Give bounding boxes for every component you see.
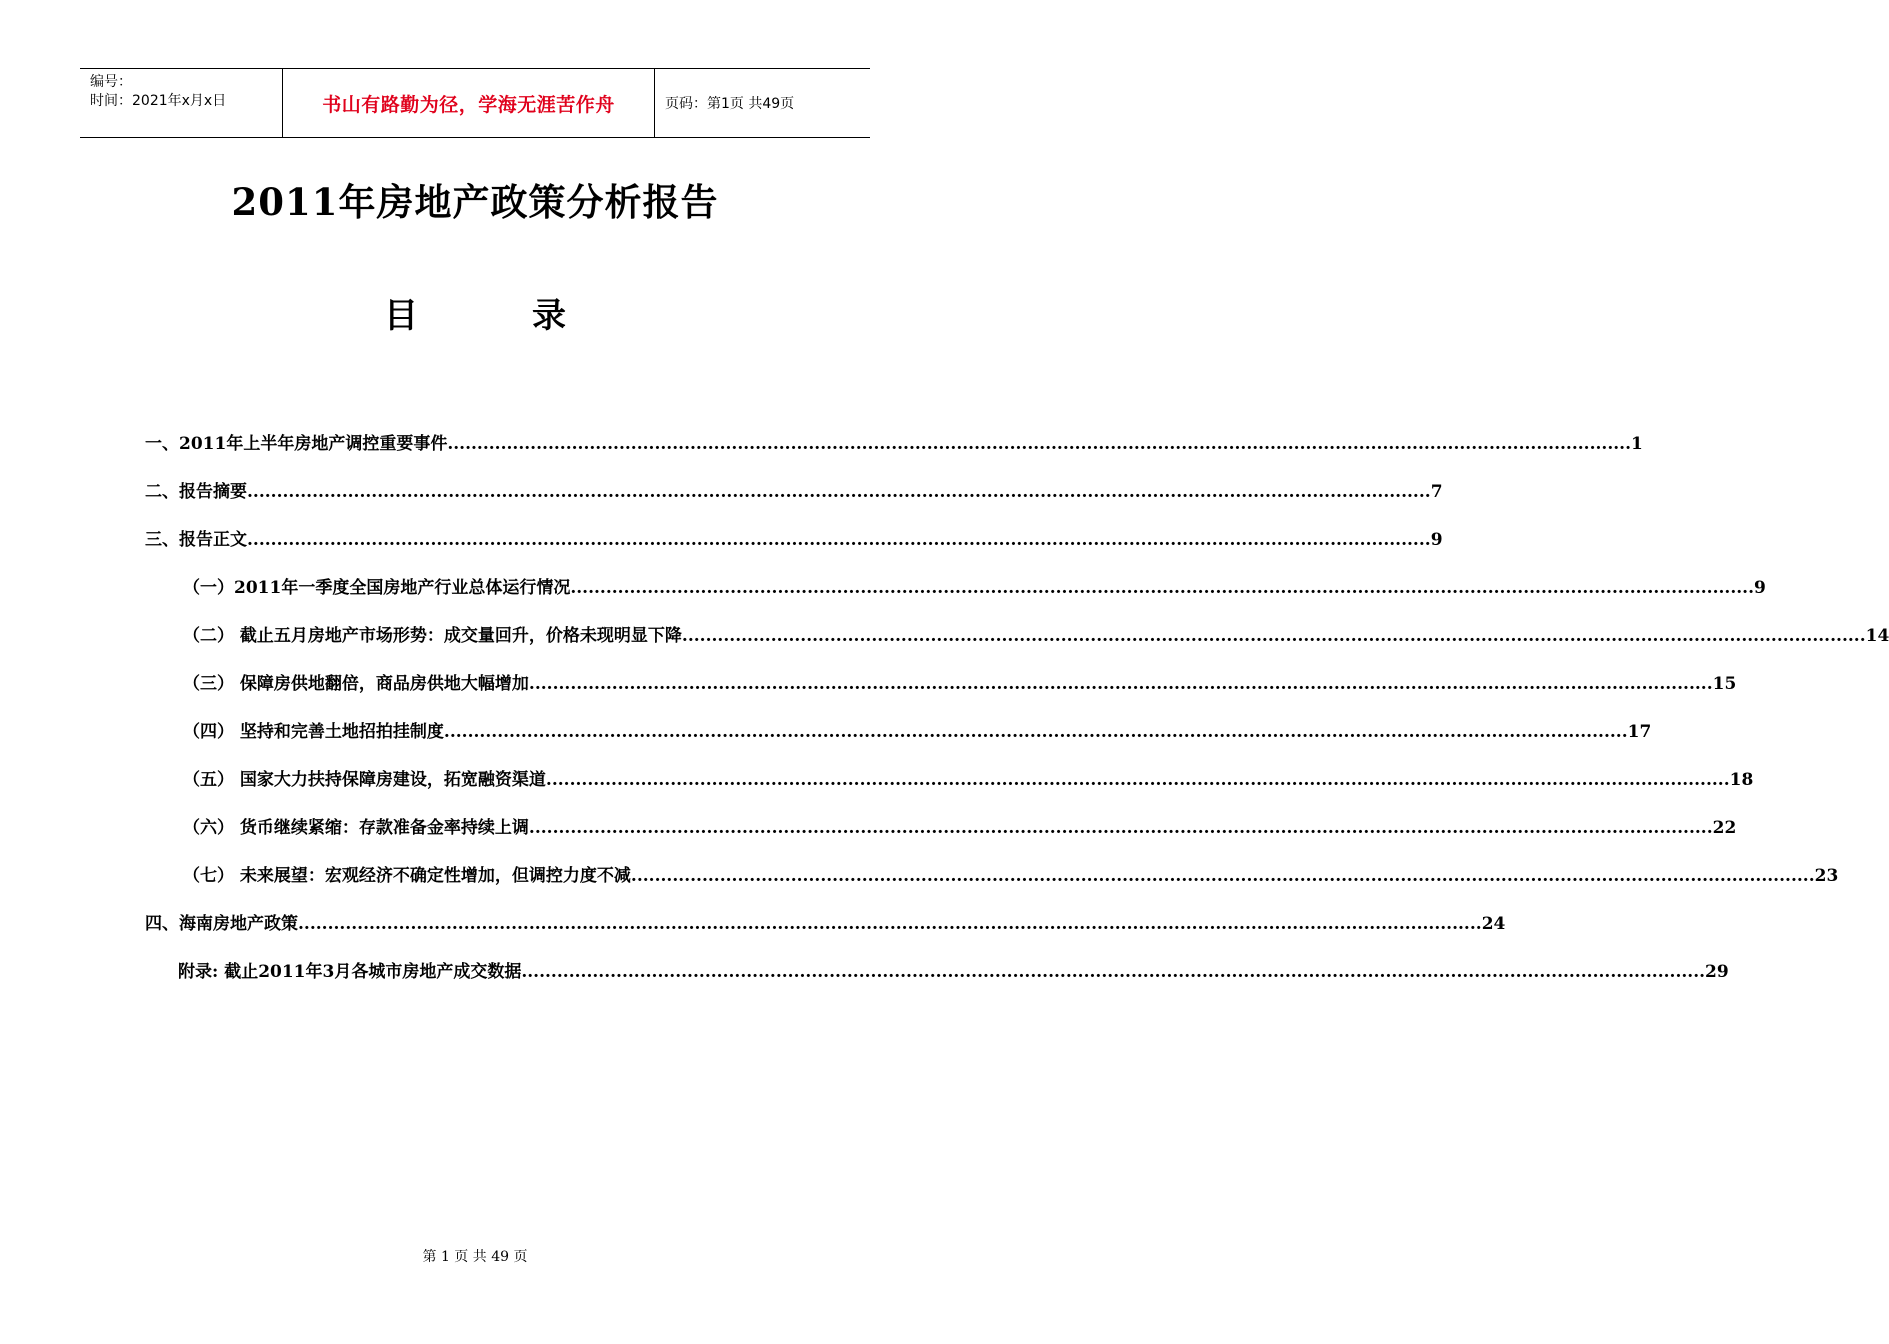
toc-leader-dots: ........................................................................................................................................................................................................ (630, 866, 1815, 886)
toc-entry[interactable] (145, 526, 1443, 554)
toc-entry-label: 四、海南房地产政策 (145, 914, 298, 934)
toc-leader-dots: ........................................................................................................................................................................................................ (570, 578, 1755, 598)
toc-entry[interactable] (183, 718, 1652, 746)
toc-entry-label: 附录: 截止2011年3月各城市房地产成交数据 (178, 962, 522, 982)
toc-entry-page: 9 (1754, 578, 1766, 598)
toc-entry[interactable] (183, 814, 1737, 842)
toc-entry-label: 一、2011年上半年房地产调控重要事件 (145, 434, 448, 454)
toc-entry-label: 二、报告摘要 (145, 482, 247, 502)
toc-entry[interactable] (183, 574, 1766, 602)
toc-entry-label: （七） 未来展望：宏观经济不确定性增加，但调控力度不减 (183, 866, 631, 886)
toc-entry-label: （一）2011年一季度全国房地产行业总体运行情况 (183, 578, 571, 598)
toc-leader-dots: ........................................................................................................................................................................................................ (298, 914, 1482, 934)
toc-entry-label: 三、报告正文 (145, 530, 247, 550)
toc-leader-dots: ........................................................................................................................................................................................................ (443, 722, 1628, 742)
toc-entry-page: 24 (1481, 914, 1506, 934)
toc-entry-label: （五） 国家大力扶持保障房建设，拓宽融资渠道 (183, 770, 546, 790)
header-meta (80, 69, 282, 137)
toc-leader-dots: ........................................................................................................................................................................................................ (681, 626, 1866, 646)
toc-entry-page: 17 (1627, 722, 1652, 742)
toc-entry[interactable] (183, 862, 1839, 890)
toc-entry-label: （四） 坚持和完善土地招拍挂制度 (183, 722, 444, 742)
toc-entry-page: 14 (1865, 626, 1889, 646)
page-footer: 第 1 页 共 49 页 (422, 1249, 528, 1265)
toc-leader-dots: ........................................................................................................................................................................................................ (521, 962, 1706, 982)
toc-heading (0, 288, 950, 337)
document-header (80, 68, 870, 138)
toc-entry-page: 7 (1430, 482, 1443, 502)
toc-entry[interactable] (183, 670, 1737, 698)
toc-entry-label: （二） 截止五月房地产市场形势：成交量回升，价格未现明显下降 (183, 626, 682, 646)
toc-leader-dots: ........................................................................................................................................................................................................ (528, 818, 1713, 838)
toc-entry-page: 22 (1712, 818, 1737, 838)
document-number-label: 编号： (90, 74, 132, 90)
toc-entry[interactable] (183, 766, 1754, 794)
toc-heading-char-1: 目 (384, 296, 418, 336)
toc-entry[interactable] (145, 430, 1643, 458)
toc-entry[interactable] (183, 622, 1889, 650)
toc-entry-page: 1 (1631, 434, 1643, 454)
toc-entry-page: 9 (1430, 530, 1443, 550)
toc-entry-label: （三） 保障房供地翻倍，商品房供地大幅增加 (183, 674, 529, 694)
toc-entry-page: 15 (1712, 674, 1737, 694)
toc-entry[interactable] (145, 478, 1443, 506)
header-page-info: 页码：第1页 共49页 (665, 96, 795, 112)
document-date-label: 时间：2021年x月x日 (90, 93, 227, 109)
toc-entry-page: 29 (1705, 962, 1729, 982)
toc-leader-dots: ........................................................................................................................................................................................................ (447, 434, 1632, 454)
document-title: 2011年房地产政策分析报告 (231, 180, 719, 224)
header-motto: 书山有路勤为径，学海无涯苦作舟 (282, 69, 655, 137)
toc-leader-dots: ........................................................................................................................................................................................................ (528, 674, 1713, 694)
toc-entry[interactable] (145, 910, 1506, 938)
toc-entry-label: （六） 货币继续紧缩：存款准备金率持续上调 (183, 818, 529, 838)
toc-leader-dots: ........................................................................................................................................................................................................ (247, 482, 1431, 502)
toc-heading-char-2: 录 (532, 296, 566, 336)
toc-entry[interactable] (178, 958, 1729, 986)
toc-entry-page: 18 (1729, 770, 1754, 790)
toc-entry-page: 23 (1814, 866, 1839, 886)
toc-leader-dots: ........................................................................................................................................................................................................ (545, 770, 1730, 790)
toc-leader-dots: ........................................................................................................................................................................................................ (247, 530, 1431, 550)
